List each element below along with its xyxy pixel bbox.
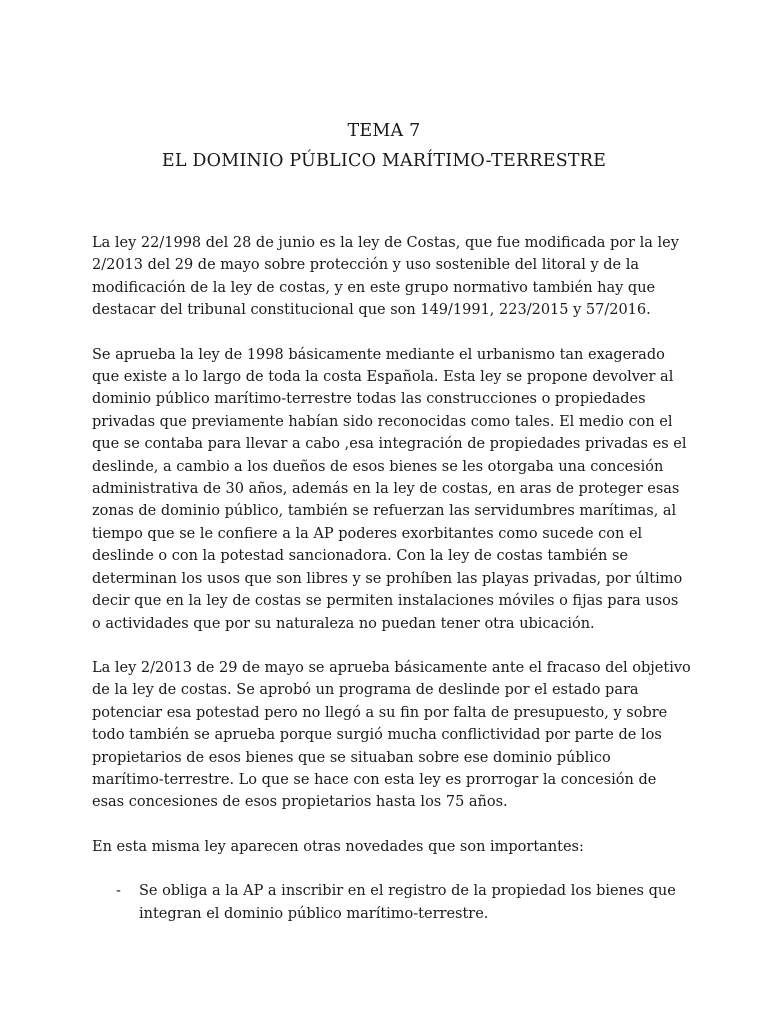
paragraph-2 — [92, 344, 687, 635]
novedades-list — [92, 880, 682, 925]
paragraph-1 — [92, 232, 682, 322]
dash-bullet: - — [116, 883, 121, 900]
paragraph-line: modificación de la ley de costas, y en este grupo normativo también hay que — [92, 279, 656, 296]
paragraph-line: La ley 22/1998 del 28 de junio es la ley de Costas, que fue modificada por la ley — [92, 235, 679, 251]
paragraph-line: dominio público marítimo-terrestre todas las construcciones o propiedades — [92, 391, 646, 408]
paragraph-line: esas concesiones de esos propietarios hasta los 75 años. — [92, 794, 508, 811]
paragraph-line: propietarios de esos bienes que se situaban sobre ese dominio público — [92, 749, 611, 766]
title-line-1: TEMA 7 — [347, 121, 421, 141]
paragraph-line: potenciar esa potestad pero no llegó a su fin por falta de presupuesto, y sobre — [92, 704, 668, 721]
paragraph-line: destacar del tribunal constitucional que son 149/1991, 223/2015 y 57/2016. — [92, 302, 651, 319]
list-item — [92, 880, 682, 925]
list-item-line: Se obliga a la AP a inscribir en el registro de la propiedad los bienes que — [139, 883, 676, 900]
paragraph-line: marítimo-terrestre. Lo que se hace con esta ley es prorrogar la concesión de — [92, 771, 657, 788]
paragraph-line: privadas que previamente habían sido reconocidas como tales. El medio con el — [92, 413, 673, 430]
paragraph-line: decir que en la ley de costas se permiten instalaciones móviles o fijas para usos — [92, 593, 679, 610]
paragraph-line: deslinde o con la potestad sancionadora. Con la ley de costas también se — [92, 548, 629, 565]
paragraph-4 — [92, 836, 682, 858]
paragraph-line: La ley 2/2013 de 29 de mayo se aprueba básicamente ante el fracaso del objetivo — [92, 659, 691, 676]
paragraph-line: tiempo que se le confiere a la AP poderes exorbitantes como sucede con el — [92, 525, 643, 542]
paragraph-line: determinan los usos que son libres y se prohíben las playas privadas, por último — [92, 570, 683, 587]
paragraph-line: de la ley de costas. Se aprobó un programa de deslinde por el estado para — [92, 682, 639, 699]
paragraph-line: deslinde, a cambio a los dueños de esos bienes se les otorgaba una concesión — [92, 458, 664, 475]
document-title — [0, 116, 768, 176]
paragraph-line: En esta misma ley aparecen otras novedades que son importantes: — [92, 838, 584, 855]
paragraph-line: que se contaba para llevar a cabo ,esa integración de propiedades privadas es el — [92, 436, 687, 453]
paragraph-line: que existe a lo largo de toda la costa Española. Esta ley se propone devolver al — [92, 369, 674, 386]
paragraph-line: Se aprueba la ley de 1998 básicamente mediante el urbanismo tan exagerado — [92, 346, 665, 363]
paragraph-line: o actividades que por su naturaleza no puedan tener otra ubicación. — [92, 615, 595, 632]
paragraph-line: todo también se aprueba porque surgió mucha conflictividad por parte de los — [92, 727, 662, 744]
paragraph-line: administrativa de 30 años, además en la ley de costas, en aras de proteger esas — [92, 481, 680, 498]
paragraph-line: 2/2013 del 29 de mayo sobre protección y uso sostenible del litoral y de la — [92, 257, 640, 274]
paragraph-line: zonas de dominio público, también se refuerzan las servidumbres marítimas, al — [92, 503, 677, 520]
list-item-line: integran el dominio público marítimo-terrestre. — [139, 905, 489, 922]
document-body — [92, 232, 691, 925]
paragraph-3 — [92, 657, 691, 814]
title-line-2: EL DOMINIO PÚBLICO MARÍTIMO-TERRESTRE — [161, 151, 607, 171]
